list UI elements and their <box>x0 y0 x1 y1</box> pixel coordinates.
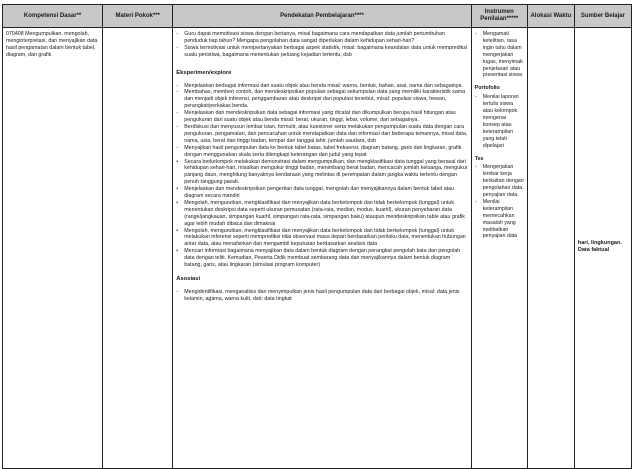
list-item: - Siswa termotivasi untuk mempertanyakan berbagai aspek statistik, misal: bagaimana keandalan data untuk memprediksi suatu peristiwa, bagaimana menentukan peluang kejadian tertentu, dsb <box>176 44 468 58</box>
cell-materi <box>103 28 173 469</box>
list-item: - Membahas, memberi contoh, dan mendeskripsikan populasi sebagai sekumpulan data yang memiliki karakteristik sama dan menjadi objek inferensi, penggambaran atau deskripsi dari populasi tersebut, misal: populasi siswa, hewan, perangkat/perkakas benda. <box>176 89 466 110</box>
header-alokasi: Alokasi Waktu <box>527 5 574 28</box>
list-item: - Menjelaskan berbagai informasi dari suatu objek atau benda misal: warna, bentuk, bahan, asal, nama dan sebagainya. <box>176 82 463 89</box>
header-pembelajaran: Pendekatan Pembelajaran**** <box>173 5 471 28</box>
header-instrumen: Instrumen Penilaian***** <box>471 5 527 28</box>
sumber-text: hari, lingkungan. Data faktual <box>577 240 622 253</box>
cell-alokasi <box>527 28 574 469</box>
list-item: - Menjelaskan dan mendeskripsikan data sebagai informasi yang dicatat dan dikumpulkan berupa hasil hitungan atau pengukuran dari suatu objek atau benda misal: berat, ukuran, tinggi, lebar, volume, dan sebagainya. <box>176 110 456 124</box>
portofolio-label: Portofolio <box>474 85 500 92</box>
header-sumber: Sumber Belajar <box>574 5 631 28</box>
rpp-table <box>2 4 632 469</box>
list-item: - Berdiskusi dan menyusun lembar isian, formulir, atau kuesioner serta melakukan pengumpulan suatu data dengan cara pengukuran, pengamatan, dan pencacahan untuk mendapatkan data dan informasi dari beberapa temannya, misal data, nama, usia, berat dan tinggi badan, tempat dan tanggal lahir, jumlah saudara, dsb <box>176 123 468 144</box>
list-item: • Menjelaskan dan mendeskripsikan pengertian data tunggal, mengolah dan menyajikannya dalam bentuk tabel atau diagram secara mandiri <box>176 186 454 200</box>
cell-pembelajaran <box>173 28 471 469</box>
header-materi: Materi Pokok*** <box>103 5 173 28</box>
content-row <box>3 28 632 469</box>
list-item: - Guru dapat memotivasi siswa dengan bertanya, misal bagaimana cara mendapatkan data jumlah pertumbuhan penduduk tiap tahun? Mengapa pengolahan data sangat diperlukan dalam kehidupan sehari-hari? <box>176 31 445 44</box>
list-item: - Mengidentifikasi, menganalisis dan menyimpulkan jenis hasil pengumpulan data dari berbagai objek, misal: data jenis kelamin, agama, warna kulit, dsb; data tingkat <box>176 288 460 302</box>
list-item: - Menilai laporan tertulis siswa atau kelompok mengenai konsep atau keterampilan yang telah dipelajari <box>474 94 519 149</box>
header-kompetensi: Kompetensi Dasar** <box>3 5 103 28</box>
list-item: • Mencari informasi bagaimana menyajikan data dalam bentuk diagram dengan perangkat pengolah kata dan pengolah data dengan teliti. Kemudian, Peserta Didik membuat sembarang data dan menyajikannya dalam bentuk diagram batang, garis, atau lingkaran (simulasi program komputer) <box>176 248 461 269</box>
list-item: - Menilai keterampilan memecahkan masalah yang melibatkan penyajian data <box>474 198 518 240</box>
cell-instrumen <box>471 28 527 469</box>
section-title-eksperimen: Eksperimen/explore <box>176 69 232 76</box>
list-item: - Mengamati ketelitian, rasa ingin tahu dalam mengerjakan tugas, menyimak penjelasan atau presentasi siswa <box>474 31 523 79</box>
list-item: - Mengerjakan lembar kerja berkaitan dengan pengolahan data, penyajian data. <box>474 164 524 199</box>
list-item: • Mengolah, mengurutkan, mengklasifikasi dan menyajikan data berkelompok dan tidak berkelompok (tunggal) untuk menentukan deskripsi data seperti ukuran pemusatan (rata-rata, median, modus, kuartil), ukuran penyebaran data (range/jangkauan, simpangan kuartil, simpangan rata-rata, simpangan baku) ataupun mendeskripsikan table atau grafik agar lebih mudah dibaca dan dimaknai <box>176 199 465 227</box>
cell-kompetensi <box>3 28 103 469</box>
list-item: • Secara berkelompok melakukan demonstrasi dalam mengumpulkan, dan mengklasifikasi data tunggal yang berasal dari kehidupan sehari-hari, misalkan mengukur tinggi badan, menimbang berat badan, mencacah jumlah keluarga, mengukur panjang daun, menghitung banyaknya kendaraan yang melintas di perempatan dalam jangka waktu tertentu dengan penuh tanggung jawab. <box>176 158 468 186</box>
list-item: • Mengolah, mengurutkan, mengklasifikasi dan menyajikan data berkelompok dan tidak berkelompok (tunggal) untuk melakukan inferensi seperti memprediksi nilai observasi masa depan berdasarkan perilaku data, menentukan hubungan antar data, atau menafsirkan dan mengambil keputusan berdasarkan analisis data <box>176 227 466 248</box>
kompetensi-text: 070408 Mengumpulkan, mengolah, menginterpretasi, dan menyajikan data hasil pengamatan dalam bentuk tabel, diagram, dan grafik <box>6 31 98 58</box>
cell-sumber <box>574 28 631 469</box>
list-item: - Menyajikan hasil pengumpulan data ke bentuk tabel batas, tabel frekuensi, diagram batang, garis dan lingkaran, grafik dengan menggunakan skala serta dilengkapi keterangan dan judul yang tepat <box>176 144 462 158</box>
tes-label: Tes <box>474 155 484 162</box>
section-title-asosiasi: Asosiasi <box>176 276 201 282</box>
header-row <box>3 5 632 28</box>
